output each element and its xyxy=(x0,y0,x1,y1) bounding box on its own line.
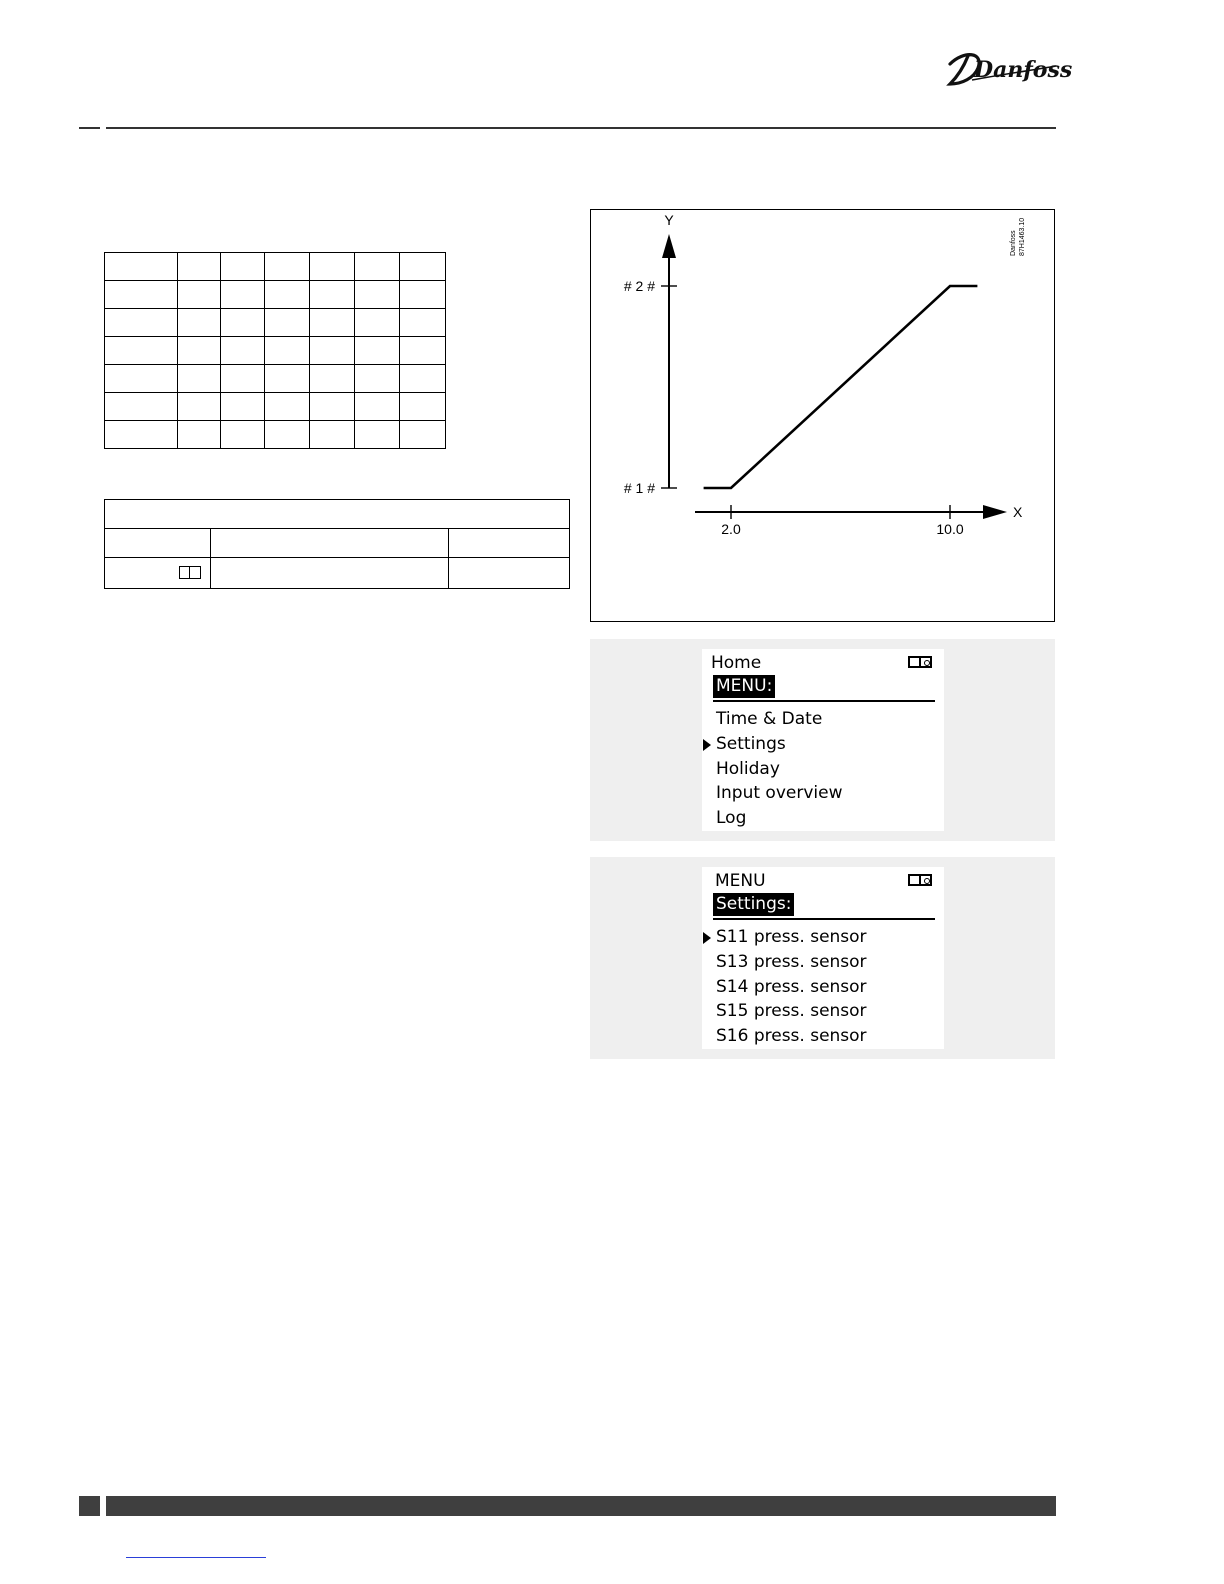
table-cell xyxy=(105,365,178,393)
header-rule-short xyxy=(79,127,100,129)
table-cell xyxy=(265,337,310,365)
y-tick-label: # 1 # xyxy=(623,480,655,496)
table-cell xyxy=(400,421,446,449)
table-cell xyxy=(400,253,446,281)
table-cell xyxy=(211,529,449,558)
table-cell xyxy=(355,281,400,309)
menu-item-label: S15 press. sensor xyxy=(716,1001,867,1022)
screen-divider xyxy=(713,918,935,920)
selection-arrow-icon xyxy=(703,739,711,751)
table-row xyxy=(105,558,570,589)
table-cell xyxy=(178,281,221,309)
footer-page-marker xyxy=(79,1496,100,1516)
table-cell xyxy=(221,253,265,281)
menu-item-label: S14 press. sensor xyxy=(716,976,867,997)
table-cell xyxy=(178,309,221,337)
table-cell xyxy=(310,253,355,281)
menu-item[interactable] xyxy=(702,925,944,950)
table-cell xyxy=(400,393,446,421)
logo-wordmark: Danfoss xyxy=(974,57,1073,83)
table-cell xyxy=(221,281,265,309)
figure-code-brand: Danfoss xyxy=(1010,230,1017,256)
lcd-screen xyxy=(702,867,944,1049)
table-row xyxy=(105,365,446,393)
table-cell xyxy=(105,500,570,529)
table-row xyxy=(105,337,446,365)
menu-item-label: Settings xyxy=(716,733,786,754)
table-cell xyxy=(105,529,211,558)
table-cell xyxy=(355,365,400,393)
footer-link[interactable] xyxy=(126,1557,266,1558)
sensor-scaling-chart xyxy=(590,209,1055,622)
table-cell xyxy=(400,337,446,365)
controller-icon xyxy=(179,566,201,579)
menu-item[interactable] xyxy=(702,806,944,831)
menu-item-label: S16 press. sensor xyxy=(716,1026,867,1047)
controller-icon xyxy=(908,656,932,668)
chart-svg xyxy=(591,210,1056,623)
menu-item-label: Input overview xyxy=(716,783,843,804)
table-cell xyxy=(400,309,446,337)
screen-section: MENU: xyxy=(713,675,775,698)
menu-list xyxy=(702,925,944,1049)
table-cell xyxy=(178,421,221,449)
parameter-detail-table xyxy=(104,499,570,589)
table-row xyxy=(105,253,446,281)
table-cell xyxy=(449,529,570,558)
menu-item[interactable] xyxy=(702,732,944,757)
table-cell xyxy=(265,253,310,281)
table-cell xyxy=(355,309,400,337)
table-row xyxy=(105,500,570,529)
table-cell xyxy=(355,253,400,281)
menu-item[interactable] xyxy=(702,999,944,1024)
menu-item-label: S11 press. sensor xyxy=(716,927,867,947)
x-axis-arrow xyxy=(983,505,1007,519)
table-cell xyxy=(221,337,265,365)
table-cell xyxy=(265,393,310,421)
table-cell xyxy=(310,393,355,421)
menu-item[interactable] xyxy=(702,975,944,1000)
table-row xyxy=(105,309,446,337)
screen-divider xyxy=(713,700,935,702)
screen-title: MENU xyxy=(715,871,766,891)
table-cell xyxy=(265,365,310,393)
table-row xyxy=(105,393,446,421)
menu-list xyxy=(702,707,944,831)
table-cell xyxy=(178,393,221,421)
menu-item-label: Time & Date xyxy=(716,709,823,729)
table-cell xyxy=(221,393,265,421)
header-rule xyxy=(106,127,1056,129)
lcd-screen xyxy=(702,649,944,831)
table-cell xyxy=(211,558,449,589)
table-cell xyxy=(178,337,221,365)
parameter-grid-table xyxy=(104,252,446,449)
table-cell xyxy=(105,281,178,309)
x-axis-label: X xyxy=(1013,504,1023,520)
menu-item[interactable] xyxy=(702,950,944,975)
menu-item-label: Holiday xyxy=(716,758,780,779)
table-cell xyxy=(355,337,400,365)
y-axis-label: Y xyxy=(664,212,674,228)
menu-item[interactable] xyxy=(702,757,944,782)
table-cell xyxy=(310,309,355,337)
selection-arrow-icon xyxy=(703,932,711,944)
table-cell xyxy=(265,421,310,449)
table-cell xyxy=(310,365,355,393)
menu-item[interactable] xyxy=(702,781,944,806)
table-row xyxy=(105,421,446,449)
table-row xyxy=(105,281,446,309)
screen-title: Home xyxy=(711,653,762,673)
figure-code: 87H1463.10 xyxy=(1019,217,1026,256)
table-cell xyxy=(105,337,178,365)
display-panel-settings xyxy=(590,857,1055,1059)
table-cell xyxy=(355,421,400,449)
table-cell xyxy=(105,421,178,449)
table-cell xyxy=(265,309,310,337)
menu-item[interactable] xyxy=(702,707,944,732)
table-cell xyxy=(449,558,570,589)
x-tick-label: 2.0 xyxy=(721,521,741,537)
table-cell xyxy=(105,558,211,589)
table-cell xyxy=(221,365,265,393)
screen-section: Settings: xyxy=(713,893,794,916)
menu-item-label: S13 press. sensor xyxy=(716,951,867,972)
table-cell xyxy=(105,309,178,337)
table-cell xyxy=(355,393,400,421)
table-row xyxy=(105,529,570,558)
table-cell xyxy=(221,421,265,449)
danfoss-logo xyxy=(944,44,1073,90)
table-cell xyxy=(178,253,221,281)
y-tick-label: # 2 # xyxy=(623,278,655,294)
display-panel-home xyxy=(590,639,1055,841)
footer-bar xyxy=(106,1496,1056,1516)
table-cell xyxy=(310,281,355,309)
table-cell xyxy=(265,281,310,309)
table-cell xyxy=(221,309,265,337)
table-cell xyxy=(178,365,221,393)
controller-icon xyxy=(908,874,932,886)
table-cell xyxy=(105,253,178,281)
series-line xyxy=(704,286,978,488)
table-cell xyxy=(400,281,446,309)
table-cell xyxy=(400,365,446,393)
table-cell xyxy=(105,393,178,421)
menu-item[interactable] xyxy=(702,1024,944,1049)
y-axis-arrow xyxy=(662,234,676,258)
table-cell xyxy=(310,421,355,449)
menu-item-label: Log xyxy=(716,808,747,829)
x-tick-label: 10.0 xyxy=(936,521,964,537)
table-cell xyxy=(310,337,355,365)
